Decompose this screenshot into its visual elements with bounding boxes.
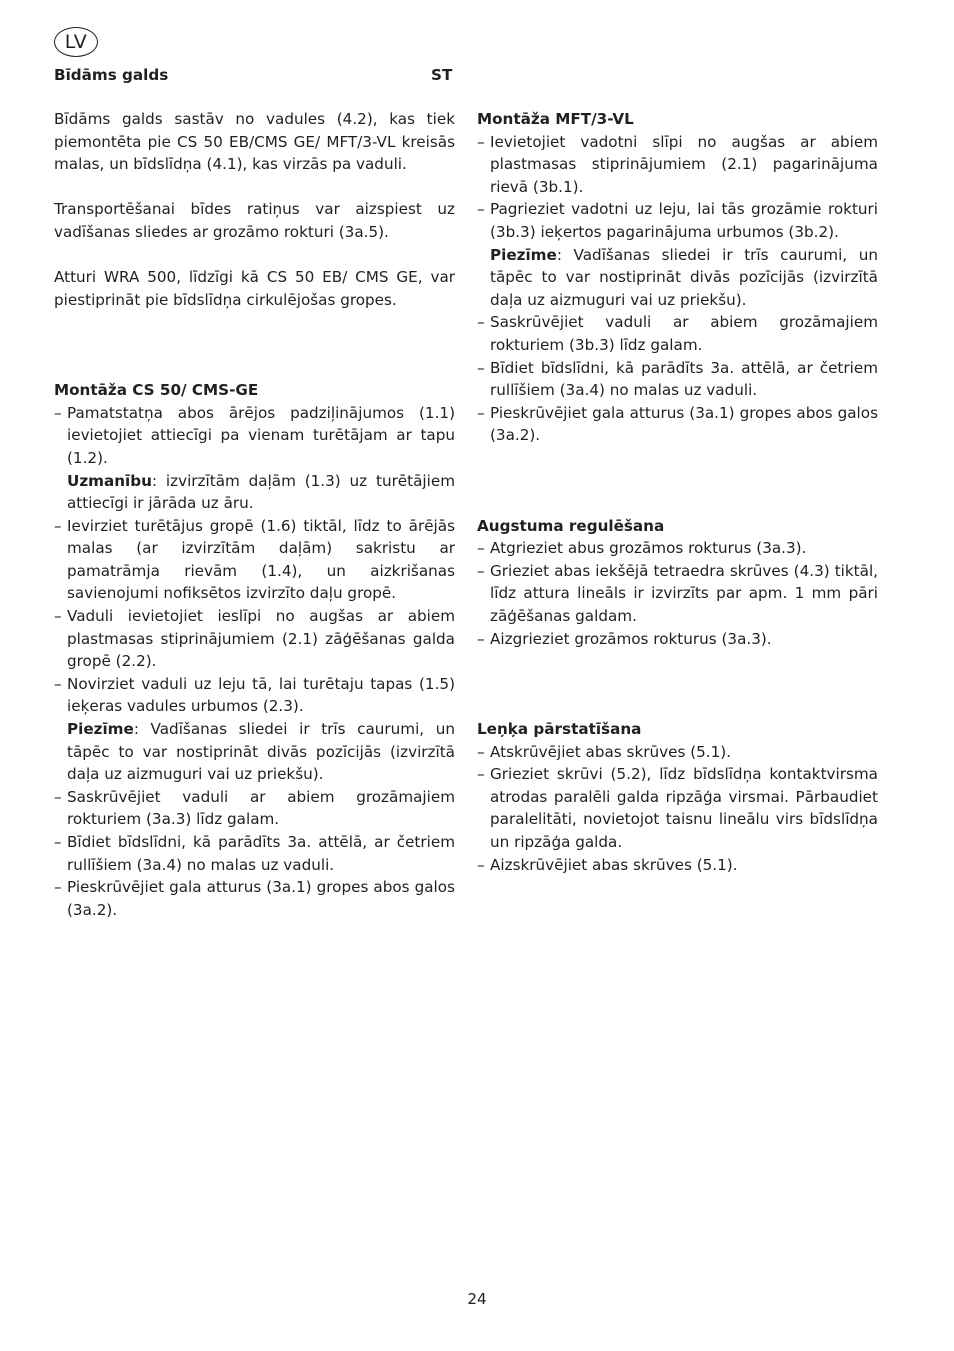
section-title-height-adjustment: Augstuma regulēšana [477, 516, 665, 535]
list-item: – Grieziet abas iekšējā tetraedra skrūves (4.3) tiktāl, līdz attura lineāls ir izvirzīts par apm. 1 mm pāri zāģēšanas galdam. [477, 560, 878, 628]
list-item: – Vaduli ievietojiet ieslīpi no augšas ar abiem plastmasas stiprinājumiem (2.1) zāģēšanas galda gropē (2.2). [54, 605, 455, 673]
list-item: – Ievietojiet vadotni slīpi no augšas ar abiem plastmasas stiprinājumiem (2.1) pagarinājuma rievā (3b.1). [477, 131, 878, 199]
section-title-angle-adjustment: Leņķa pārstatīšana [477, 720, 642, 739]
list-item: – Ievirziet turētājus gropē (1.6) tiktāl, līdz to ārējās malas (ar izvirzītām daļām) sakristu ar pamatrāmja rievām (1.4), un aizkrišanas savienojumi nofiksētos izvirzīto daļu gropē. [54, 515, 455, 605]
intro-paragraph: Bīdāms galds sastāv no vadules (4.2), kas tiek piemontēta pie CS 50 EB/CMS GE/ MFT/3-VL kreisās malas, un bīdslīdņa (4.1), kas virzās pa vaduli. [54, 110, 455, 174]
mounting-cs50-steps [54, 402, 455, 922]
list-item: – Pieskrūvējiet gala atturus (3a.1) gropes abos galos (3a.2). [477, 402, 878, 447]
product-code: ST [431, 66, 453, 84]
section-title-mounting-mft: Montāža MFT/3-VL [477, 110, 634, 128]
list-item: – Grieziet skrūvi (5.2), līdz bīdslīdņa kontaktvirsma atrodas paralēli galda ripzāģa virsmai. Pārbaudiet paralelitāti, novietojot taisnu lineālu virs bīdslīdņa un ripzāģa galda. [477, 763, 878, 853]
height-adjustment-steps [477, 537, 878, 650]
remark-note: Piezīme: Vadīšanas sliedei ir trīs caurumi, un tāpēc to var nostiprināt divās pozīcijās (izvirzītā daļa uz aizmuguri vai uz priekšu). [490, 245, 878, 309]
list-item: – Pamatstatņa abos ārējos padziļinājumos (1.1) ievietojiet attiecīgi pa vienam turētājam ar tapu (1.2). [54, 402, 455, 470]
list-item: – Atgrieziet abus grozāmos rokturus (3a.3). [477, 537, 878, 560]
list-item: – Pagrieziet vadotni uz leju, lai tās grozāmie rokturi (3b.3) ieķertos pagarinājuma urbumos (3b.2). [477, 198, 878, 243]
page-number: 24 [467, 1290, 487, 1308]
list-item: – Saskrūvējiet vaduli ar abiem grozāmajiem rokturiem (3b.3) līdz galam. [477, 311, 878, 356]
list-item: – Aizgrieziet grozāmos rokturus (3a.3). [477, 628, 878, 651]
intro-paragraph: Transportēšanai bīdes ratiņus var aizspiest uz vadīšanas sliedes ar grozāmo rokturi (3a.5). [54, 200, 455, 241]
list-item: – Novirziet vaduli uz leju tā, lai turētaju tapas (1.5) ieķeras vadules urbumos (2.3). [54, 673, 455, 718]
language-badge: LV [54, 27, 98, 57]
remark-note: Piezīme: Vadīšanas sliedei ir trīs caurumi, un tāpēc to var nostiprināt divās pozīcijās (izvirzītā daļa uz aizmuguri vai uz priekšu). [67, 720, 455, 784]
mounting-mft-steps [477, 131, 878, 447]
list-item: – Bīdiet bīdslīdni, kā parādīts 3a. attēlā, ar četriem rullīšiem (3a.4) no malas uz vaduli. [477, 357, 878, 402]
list-item: – Pieskrūvējiet gala atturus (3a.1) gropes abos galos (3a.2). [54, 876, 455, 921]
angle-adjustment-steps [477, 741, 878, 877]
list-item: – Saskrūvējiet vaduli ar abiem grozāmajiem rokturiem (3a.3) līdz galam. [54, 786, 455, 831]
list-item: – Aizskrūvējiet abas skrūves (5.1). [477, 854, 878, 877]
intro-paragraph: Atturi WRA 500, līdzīgi kā CS 50 EB/ CMS GE, var piestiprināt pie bīdslīdņa cirkulējošas gropes. [54, 268, 455, 309]
left-column [54, 108, 455, 921]
caution-note: Uzmanību: izvirzītām daļām (1.3) uz turētājiem attiecīgi ir jārāda uz āru. [67, 471, 455, 513]
document-title: Bīdāms galds [54, 66, 169, 84]
list-item: – Atskrūvējiet abas skrūves (5.1). [477, 741, 878, 764]
section-title-mounting-cs50: Montāža CS 50/ CMS-GE [54, 381, 259, 400]
list-item: – Bīdiet bīdslīdni, kā parādīts 3a. attēlā, ar četriem rullīšiem (3a.4) no malas uz vaduli. [54, 831, 455, 876]
right-column [477, 108, 878, 876]
